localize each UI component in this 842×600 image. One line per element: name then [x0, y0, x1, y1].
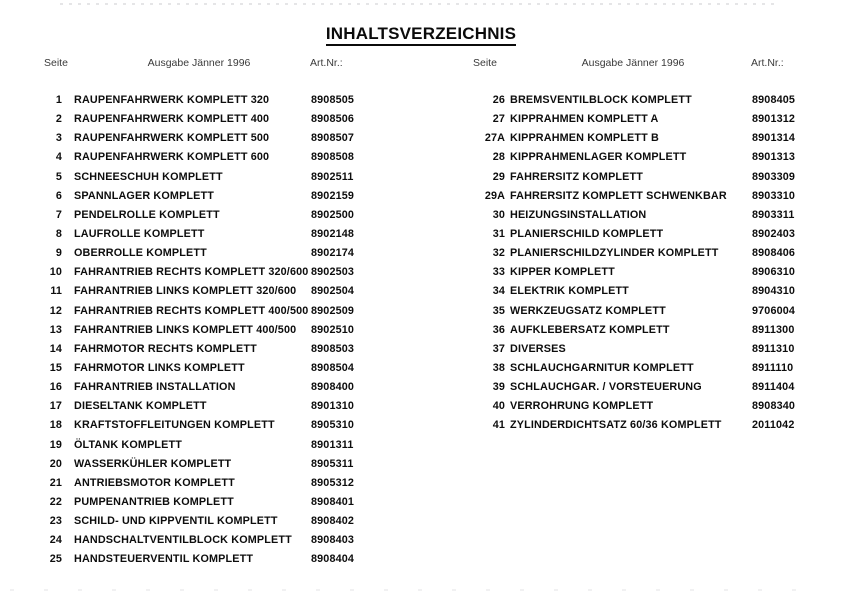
entry-description: SCHLAUCHGARNITUR KOMPLETT	[510, 361, 694, 374]
toc-entry-row[interactable]	[0, 148, 420, 167]
entry-page-number: 19	[49, 438, 62, 451]
toc-entry-row[interactable]	[0, 531, 420, 550]
header-page-label: Seite	[44, 57, 68, 69]
entry-page-number: 1	[55, 94, 62, 106]
toc-entry-row[interactable]	[0, 168, 420, 187]
entry-article-number: 8905310	[311, 419, 355, 432]
toc-entry-row[interactable]	[0, 321, 420, 340]
entry-article-number: 8908400	[311, 381, 355, 394]
entry-page-number: 29	[492, 170, 505, 183]
entry-description: KIPPER KOMPLETT	[510, 266, 615, 279]
entry-description: AUFKLEBERSATZ KOMPLETT	[510, 323, 670, 336]
entry-page-number: 23	[49, 515, 62, 528]
entry-page-number: 21	[49, 476, 62, 489]
toc-entry-row[interactable]	[0, 455, 420, 474]
toc-entry-row[interactable]	[0, 474, 420, 493]
header-article-label: Art.Nr.:	[310, 57, 343, 69]
toc-entry-row[interactable]	[0, 91, 420, 110]
entry-article-number: 8908405	[752, 94, 796, 106]
entry-description: FAHRANTRIEB RECHTS KOMPLETT 320/600	[74, 266, 309, 279]
entry-article-number: 8908401	[311, 495, 355, 508]
entry-article-number: 8908503	[311, 342, 355, 355]
entry-article-number: 8902500	[311, 208, 355, 221]
entry-article-number: 8908403	[311, 534, 355, 547]
toc-column-right	[421, 0, 842, 600]
header-page-label: Seite	[473, 57, 497, 69]
entry-description: SPANNLAGER KOMPLETT	[74, 189, 215, 202]
toc-entry-row[interactable]	[421, 321, 842, 340]
toc-entry-row[interactable]	[421, 244, 842, 263]
entry-description: OBERROLLE KOMPLETT	[74, 247, 207, 260]
entry-article-number: 8908506	[311, 113, 355, 126]
entry-page-number: 2	[55, 113, 62, 126]
entry-article-number: 8908402	[311, 515, 355, 528]
toc-rows-left	[0, 91, 420, 570]
toc-entry-row[interactable]	[421, 91, 842, 110]
entry-article-number: 8901312	[752, 113, 796, 126]
entry-description: KRAFTSTOFFLEITUNGEN KOMPLETT	[74, 419, 275, 432]
entry-description: FAHRANTRIEB INSTALLATION	[74, 381, 236, 394]
toc-entry-row[interactable]	[0, 225, 420, 244]
entry-page-number: 27	[492, 113, 505, 126]
toc-entry-row[interactable]	[0, 359, 420, 378]
entry-page-number: 18	[49, 419, 62, 432]
entry-article-number: 8902503	[311, 266, 355, 279]
toc-entry-row[interactable]	[0, 378, 420, 397]
entry-article-number: 8908406	[752, 247, 796, 260]
entry-description: RAUPENFAHRWERK KOMPLETT 320	[74, 94, 270, 106]
entry-description: FAHRERSITZ KOMPLETT	[510, 170, 644, 183]
entry-description: SCHNEESCHUH KOMPLETT	[74, 170, 223, 183]
toc-entry-row[interactable]	[0, 340, 420, 359]
entry-description: FAHRANTRIEB RECHTS KOMPLETT 400/500	[74, 304, 309, 317]
entry-description: FAHRMOTOR RECHTS KOMPLETT	[74, 342, 257, 355]
entry-description: HANDSTEUERVENTIL KOMPLETT	[74, 553, 254, 566]
entry-page-number: 40	[492, 400, 505, 413]
entry-page-number: 37	[492, 342, 505, 355]
entry-article-number: 8908507	[311, 132, 355, 145]
entry-page-number: 24	[49, 534, 62, 547]
toc-entry-row[interactable]	[421, 416, 842, 435]
column-header-right	[421, 57, 842, 71]
entry-page-number: 33	[492, 266, 505, 279]
entry-article-number: 8902509	[311, 304, 355, 317]
entry-description: FAHRANTRIEB LINKS KOMPLETT 320/600	[74, 285, 297, 298]
toc-entry-row[interactable]	[0, 263, 420, 282]
entry-description: BREMSVENTILBLOCK KOMPLETT	[510, 94, 692, 106]
entry-page-number: 13	[49, 323, 62, 336]
toc-rows-right	[421, 91, 842, 436]
entry-description: FAHRERSITZ KOMPLETT SCHWENKBAR	[510, 189, 727, 202]
entry-description: WERKZEUGSATZ KOMPLETT	[510, 304, 666, 317]
entry-article-number: 9706004	[752, 304, 796, 317]
entry-article-number: 8911404	[752, 381, 795, 394]
toc-entry-row[interactable]	[0, 129, 420, 148]
entry-page-number: 6	[55, 189, 62, 202]
entry-article-number: 8908508	[311, 151, 355, 164]
entry-article-number: 8901311	[311, 438, 354, 451]
entry-article-number: 8911300	[752, 323, 795, 336]
toc-entry-row[interactable]	[0, 436, 420, 455]
entry-description: HEIZUNGSINSTALLATION	[510, 208, 647, 221]
entry-page-number: 9	[55, 247, 62, 260]
entry-description: FAHRANTRIEB LINKS KOMPLETT 400/500	[74, 323, 297, 336]
entry-page-number: 14	[49, 342, 62, 355]
entry-description: KIPPRAHMEN KOMPLETT A	[510, 113, 659, 126]
entry-description: PLANIERSCHILD KOMPLETT	[510, 227, 664, 240]
entry-page-number: 5	[55, 170, 62, 183]
entry-description: RAUPENFAHRWERK KOMPLETT 400	[74, 113, 270, 126]
entry-description: HANDSCHALTVENTILBLOCK KOMPLETT	[74, 534, 292, 547]
entry-article-number: 8902174	[311, 247, 355, 260]
entry-page-number: 38	[492, 361, 505, 374]
toc-entry-row[interactable]	[0, 493, 420, 512]
entry-page-number: 30	[492, 208, 505, 221]
entry-page-number: 34	[492, 285, 505, 298]
entry-article-number: 8901314	[752, 132, 796, 145]
entry-description: PENDELROLLE KOMPLETT	[74, 208, 220, 221]
entry-page-number: 31	[492, 227, 505, 240]
entry-article-number: 8901313	[752, 151, 796, 164]
entry-page-number: 35	[492, 304, 505, 317]
entry-description: ELEKTRIK KOMPLETT	[510, 285, 629, 298]
entry-article-number: 8903309	[752, 170, 796, 183]
entry-description: KIPPRAHMEN KOMPLETT B	[510, 132, 659, 145]
entry-page-number: 4	[55, 151, 62, 164]
toc-entry-row[interactable]	[0, 550, 420, 569]
toc-entry-row[interactable]	[421, 378, 842, 397]
column-header-left	[0, 57, 420, 71]
entry-page-number: 25	[49, 553, 62, 566]
toc-entry-row[interactable]	[421, 225, 842, 244]
entry-description: RAUPENFAHRWERK KOMPLETT 600	[74, 151, 270, 164]
toc-entry-row[interactable]	[0, 110, 420, 129]
header-article-label: Art.Nr.:	[751, 57, 784, 69]
entry-page-number: 12	[49, 304, 62, 317]
entry-description: VERROHRUNG KOMPLETT	[510, 400, 654, 413]
entry-article-number: 8904310	[752, 285, 796, 298]
entry-page-number: 27A	[484, 132, 505, 145]
toc-entry-row[interactable]	[421, 340, 842, 359]
entry-article-number: 8902403	[752, 227, 796, 240]
entry-article-number: 8902504	[311, 285, 355, 298]
entry-page-number: 22	[49, 495, 62, 508]
entry-page-number: 32	[492, 247, 505, 260]
entry-page-number: 10	[49, 266, 62, 279]
toc-entry-row[interactable]	[421, 187, 842, 206]
toc-entry-row[interactable]	[0, 282, 420, 301]
entry-description: ANTRIEBSMOTOR KOMPLETT	[74, 476, 235, 489]
entry-page-number: 3	[55, 132, 62, 145]
entry-article-number: 8901310	[311, 400, 355, 413]
toc-entry-row[interactable]	[0, 512, 420, 531]
entry-description: WASSERKÜHLER KOMPLETT	[74, 457, 232, 470]
toc-entry-row[interactable]	[421, 359, 842, 378]
toc-entry-row[interactable]	[421, 263, 842, 282]
toc-entry-row[interactable]	[421, 148, 842, 167]
entry-page-number: 26	[492, 94, 505, 106]
toc-entry-row[interactable]	[0, 397, 420, 416]
toc-entry-row[interactable]	[421, 282, 842, 301]
toc-column-left	[0, 0, 420, 600]
entry-page-number: 20	[49, 457, 62, 470]
toc-entry-row[interactable]	[0, 244, 420, 263]
entry-page-number: 36	[492, 323, 505, 336]
entry-page-number: 41	[492, 419, 505, 432]
toc-entry-row[interactable]	[0, 302, 420, 321]
entry-page-number: 8	[55, 227, 62, 240]
entry-article-number: 8902511	[311, 170, 354, 183]
entry-article-number: 8906310	[752, 266, 796, 279]
toc-entry-row[interactable]	[421, 397, 842, 416]
header-edition-label: Ausgabe Jänner 1996	[147, 57, 251, 69]
entry-article-number: 8903310	[752, 189, 796, 202]
toc-entry-row[interactable]	[421, 302, 842, 321]
entry-article-number: 2011042	[752, 419, 795, 432]
toc-entry-row[interactable]	[0, 416, 420, 435]
entry-description: ÖLTANK KOMPLETT	[74, 438, 183, 451]
entry-article-number: 8908504	[311, 361, 355, 374]
entry-page-number: 29A	[484, 189, 505, 202]
entry-article-number: 8908404	[311, 553, 355, 566]
entry-article-number: 8911110	[752, 361, 794, 374]
entry-description: LAUFROLLE KOMPLETT	[74, 227, 205, 240]
toc-entry-row[interactable]	[421, 129, 842, 148]
entry-page-number: 39	[492, 381, 505, 394]
entry-page-number: 15	[49, 361, 62, 374]
entry-article-number: 8908340	[752, 400, 796, 413]
toc-entry-row[interactable]	[421, 168, 842, 187]
entry-article-number: 8902148	[311, 227, 355, 240]
entry-description: KIPPRAHMENLAGER KOMPLETT	[510, 151, 687, 164]
entry-article-number: 8902510	[311, 323, 355, 336]
page-title-text: INHALTSVERZEICHNIS	[326, 24, 516, 46]
entry-description: SCHLAUCHGAR. / VORSTEUERUNG	[510, 381, 702, 394]
entry-description: PUMPENANTRIEB KOMPLETT	[74, 495, 234, 508]
toc-entry-row[interactable]	[421, 206, 842, 225]
toc-entry-row[interactable]	[0, 206, 420, 225]
entry-article-number: 8908505	[311, 94, 355, 106]
entry-article-number: 8903311	[752, 208, 795, 221]
entry-page-number: 16	[49, 381, 62, 394]
entry-description: DIVERSES	[510, 342, 566, 355]
entry-page-number: 11	[50, 285, 62, 298]
entry-article-number: 8905311	[311, 457, 354, 470]
entry-description: PLANIERSCHILDZYLINDER KOMPLETT	[510, 247, 719, 260]
entry-description: ZYLINDERDICHTSATZ 60/36 KOMPLETT	[510, 419, 722, 432]
entry-description: RAUPENFAHRWERK KOMPLETT 500	[74, 132, 270, 145]
entry-article-number: 8911310	[752, 342, 795, 355]
entry-description: DIESELTANK KOMPLETT	[74, 400, 207, 413]
toc-entry-row[interactable]	[0, 187, 420, 206]
entry-article-number: 8902159	[311, 189, 355, 202]
entry-description: SCHILD- UND KIPPVENTIL KOMPLETT	[74, 515, 278, 528]
entry-page-number: 28	[492, 151, 505, 164]
entry-description: FAHRMOTOR LINKS KOMPLETT	[74, 361, 245, 374]
entry-page-number: 17	[49, 400, 62, 413]
entry-article-number: 8905312	[311, 476, 355, 489]
entry-page-number: 7	[55, 208, 62, 221]
header-edition-label: Ausgabe Jänner 1996	[581, 57, 685, 69]
toc-entry-row[interactable]	[421, 110, 842, 129]
